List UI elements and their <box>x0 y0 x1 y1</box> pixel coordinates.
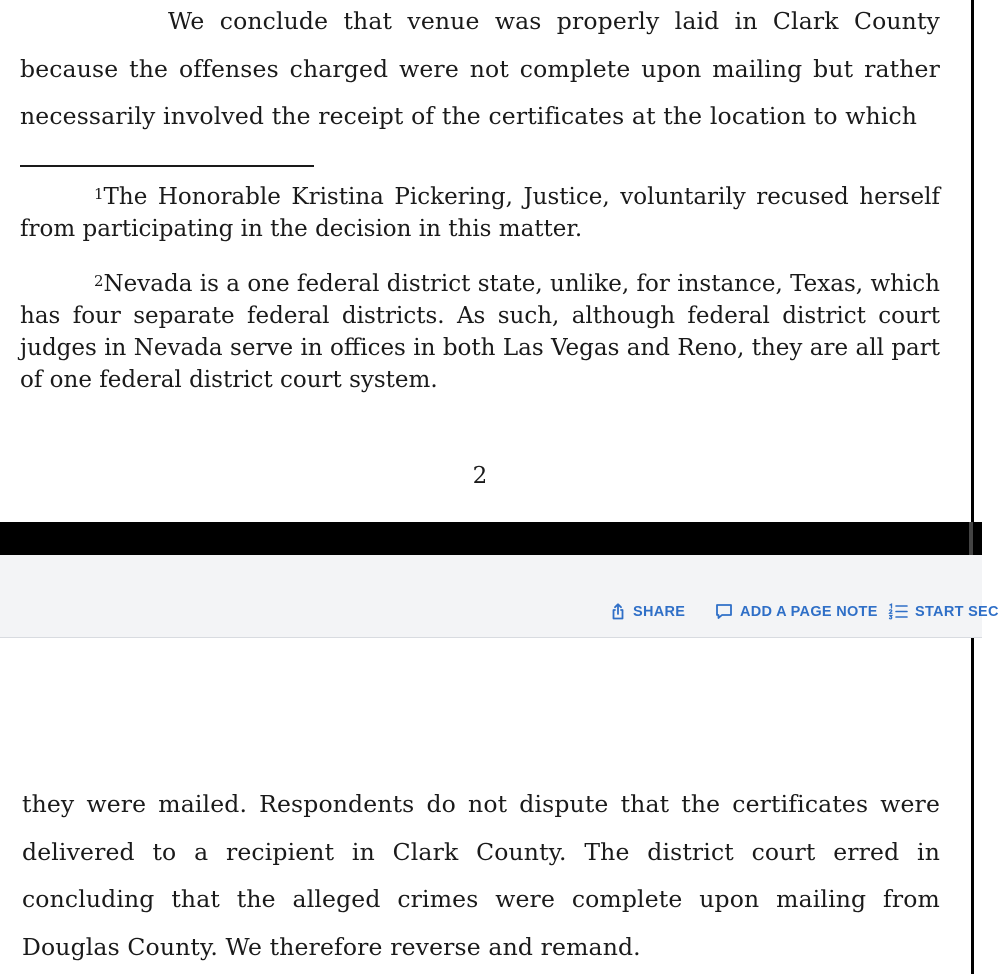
document-toolbar <box>0 555 999 638</box>
page-divider-bar <box>0 522 982 555</box>
add-page-note-label: ADD A PAGE NOTE <box>740 603 878 620</box>
numbered-list-icon <box>888 603 908 620</box>
footnote-2 <box>20 268 940 396</box>
footnote-2-text: Nevada is a one federal district state, unlike, for instance, Texas, which has four separate federal districts. As such, although federal district court judges in Nevada serve in offices in both Las Vegas and Reno, they are all part of one federal district court system. <box>20 271 940 393</box>
page-edge-line <box>971 0 974 522</box>
start-section-button[interactable] <box>888 603 999 620</box>
footnote-2-mark: 2 <box>94 272 104 290</box>
footnote-1 <box>20 181 940 245</box>
footnote-1-text: The Honorable Kristina Pickering, Justice, voluntarily recused herself from participating in the decision in this matter. <box>20 184 940 242</box>
body-paragraph-venue: We conclude that venue was properly laid in Clark County because the offenses charged were not complete upon mailing but rather necessarily involved the receipt of the certificates at the location to which <box>20 7 940 130</box>
page-edge-line-bottom <box>971 638 974 974</box>
share-icon <box>610 603 626 620</box>
footnote-1-mark: 1 <box>94 185 104 203</box>
share-label: SHARE <box>633 603 686 620</box>
body-paragraph-remand: they were mailed. Respondents do not dispute that the certificates were delivered to a recipient in Clark County. The district court erred in concluding that the alleged crimes were complete upon mailing from Douglas County. We therefore reverse and remand. <box>22 790 940 961</box>
page-number: 2 <box>472 463 488 489</box>
page-divider-gap <box>969 522 973 555</box>
add-page-note-button[interactable] <box>715 603 878 620</box>
document-page-bottom <box>0 638 972 974</box>
start-section-label: START SEC <box>915 603 999 620</box>
footnote-separator <box>20 165 314 167</box>
comment-icon <box>715 603 733 620</box>
share-button[interactable] <box>610 603 685 620</box>
